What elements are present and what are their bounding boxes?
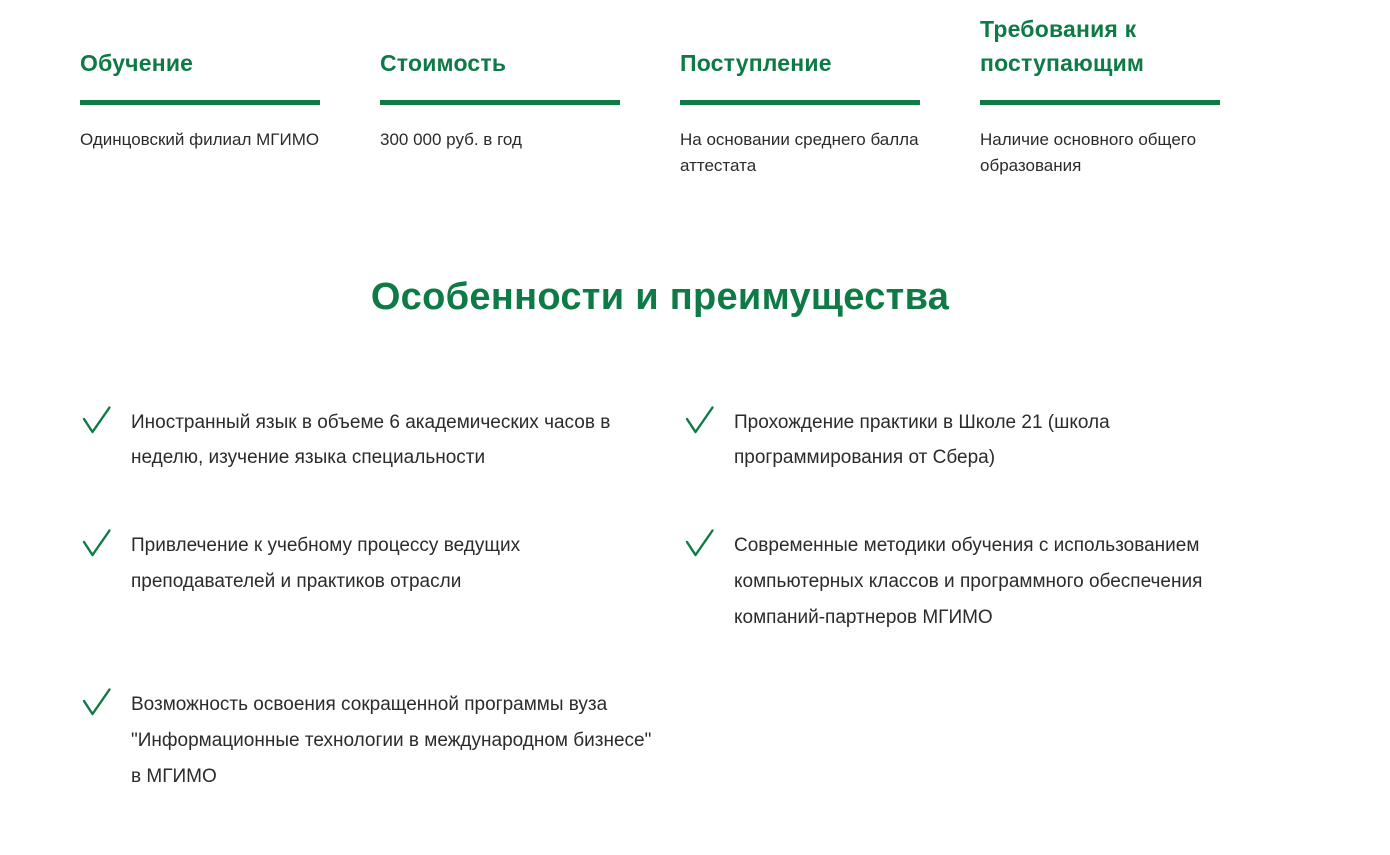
info-column-text: 300 000 руб. в год <box>380 130 522 149</box>
check-icon <box>683 527 715 559</box>
info-columns-row <box>80 8 1240 180</box>
info-column-education <box>80 8 320 180</box>
info-column-text: На основании среднего балла аттестата <box>680 130 919 176</box>
info-column-requirements <box>980 8 1220 180</box>
check-icon <box>80 527 112 559</box>
feature-text: Иностранный язык в объеме 6 академических часов в неделю, изучение языка специальности <box>131 411 611 469</box>
divider-line <box>680 100 920 105</box>
info-column-admission <box>680 8 920 180</box>
feature-item <box>80 687 683 794</box>
info-column-title: Обучение <box>80 49 194 76</box>
feature-item <box>683 528 1240 635</box>
info-column-cost <box>380 8 620 180</box>
info-column-title: Требования к поступающим <box>980 16 1145 76</box>
divider-line <box>80 100 320 105</box>
check-icon <box>683 404 715 436</box>
divider-line <box>980 100 1220 105</box>
feature-text: Прохождение практики в Школе 21 (школа программирования от Сбера) <box>734 411 1110 469</box>
info-column-text: Наличие основного общего образования <box>980 130 1197 176</box>
feature-text: Привлечение к учебному процессу ведущих преподавателей и практиков отрасли <box>131 535 521 592</box>
features-list <box>80 405 1240 795</box>
info-column-text: Одинцовский филиал МГИМО <box>80 130 320 149</box>
divider-line <box>380 100 620 105</box>
section-title: Особенности и преимущества <box>370 275 950 318</box>
feature-text: Возможность освоения сокращенной программы вуза "Информационные технологии в международном бизнесе" в МГИМО <box>131 694 652 787</box>
info-column-title: Стоимость <box>380 49 507 76</box>
feature-item <box>683 405 1240 476</box>
check-icon <box>80 686 112 718</box>
content-area <box>80 0 1240 794</box>
feature-text: Современные методики обучения с использованием компьютерных классов и программного обеспечения компаний-партнеров МГИМО <box>734 535 1203 628</box>
check-icon <box>80 404 112 436</box>
feature-item <box>80 405 683 476</box>
info-column-title: Поступление <box>680 49 832 76</box>
feature-item <box>80 528 683 599</box>
